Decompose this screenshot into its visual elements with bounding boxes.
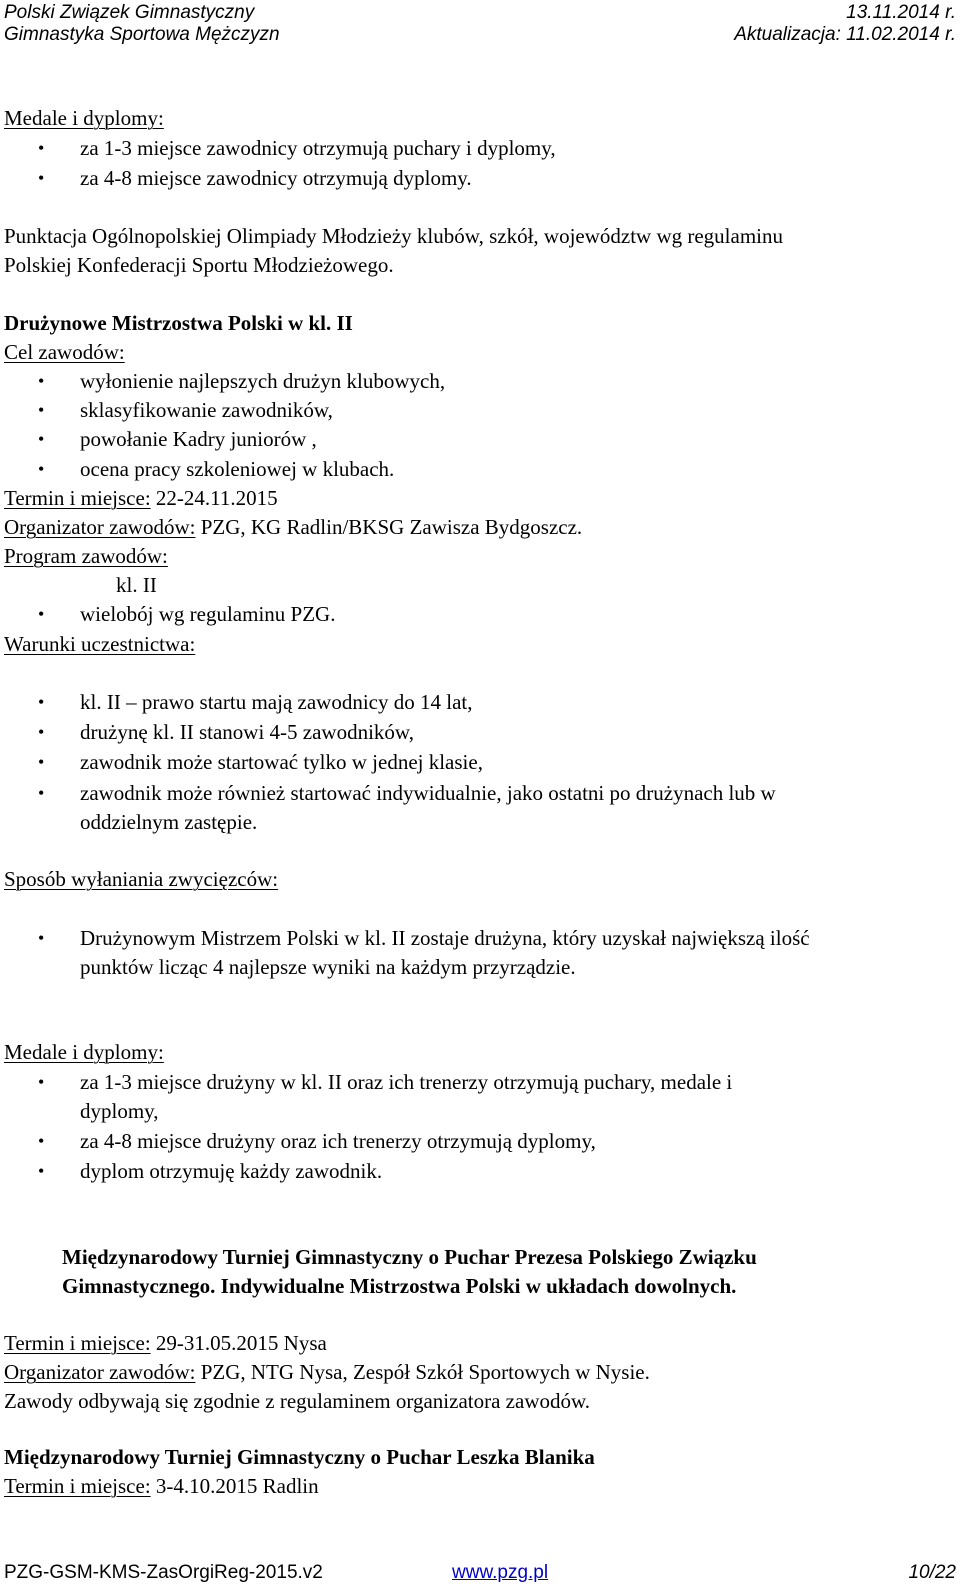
team-medal-item-1-cont: dyplomy, — [80, 1099, 159, 1123]
bullet-icon: • — [38, 722, 45, 742]
bullet-icon: • — [38, 429, 45, 449]
section-title-blanik-cup: Międzynarodowy Turniej Gimnastyczny o Puchar Leszka Blanika — [4, 1445, 595, 1469]
winner-line-1: Drużynowym Mistrzem Polski w kl. II zostaje drużyna, który uzyskał największą ilość — [80, 926, 810, 950]
medal-item-1: za 1-3 miejsce zawodnicy otrzymują puchary i dyplomy, — [80, 136, 556, 160]
date-place-label: Termin i miejsce: — [4, 486, 151, 510]
date-place-line — [4, 484, 278, 512]
organizer-label: Organizator zawodów: — [4, 1360, 196, 1384]
condition-item-4: zawodnik może również startować indywidualnie, jako ostatni po drużynach lub w — [80, 781, 776, 805]
winner-label: Sposób wyłaniania zwycięzców: — [4, 867, 279, 891]
goal-label: Cel zawodów: — [4, 340, 125, 364]
header-discipline: Gimnastyka Sportowa Mężczyzn — [4, 24, 280, 45]
footer-website-link[interactable]: www.pzg.pl — [452, 1562, 549, 1583]
section-title-team-championship: Drużynowe Mistrzostwa Polski w kl. II — [4, 311, 353, 335]
organizer-label: Organizator zawodów: — [4, 515, 196, 539]
team-medal-item-1: za 1-3 miejsce drużyny w kl. II oraz ich trenerzy otrzymują puchary, medale i — [80, 1070, 733, 1094]
bullet-icon: • — [38, 459, 45, 479]
organizer-line — [4, 513, 582, 541]
organizer-value: PZG, NTG Nysa, Zespół Szkół Sportowych w Nysie. — [195, 1360, 650, 1384]
winner-line-2: punktów licząc 4 najlepsze wyniki na każdym przyrządzie. — [80, 955, 576, 979]
bullet-icon: • — [38, 138, 45, 158]
medals-heading-2: Medale i dyplomy: — [4, 1040, 164, 1064]
date-place-label: Termin i miejsce: — [4, 1474, 151, 1498]
date-place-line-3 — [4, 1472, 319, 1500]
program-class: kl. II — [116, 573, 157, 597]
organizer-line-2 — [4, 1358, 650, 1386]
goal-item-4: ocena pracy szkoleniowej w klubach. — [80, 457, 395, 481]
medals-heading-1: Medale i dyplomy: — [4, 106, 164, 130]
regulation-note: Zawody odbywają się zgodnie z regulaminem organizatora zawodów. — [4, 1389, 591, 1413]
team-medal-item-3: dyplom otrzymuję każdy zawodnik. — [80, 1159, 383, 1183]
bullet-icon: • — [38, 928, 45, 948]
footer-doc-id: PZG-GSM-KMS-ZasOrgiReg-2015.v2 — [4, 1562, 323, 1583]
organizer-value: PZG, KG Radlin/BKSG Zawisza Bydgoszcz. — [195, 515, 583, 539]
date-place-value: 29-31.05.2015 Nysa — [150, 1331, 327, 1355]
condition-item-3: zawodnik może startować tylko w jednej klasie, — [80, 750, 483, 774]
conditions-label: Warunki uczestnictwa: — [4, 632, 196, 656]
scoring-paragraph-line-1: Punktacja Ogólnopolskiej Olimpiady Młodzieży klubów, szkół, województw wg regulaminu — [4, 224, 784, 248]
header-updated: Aktualizacja: 11.02.2014 r. — [734, 24, 956, 45]
page-footer — [4, 1562, 956, 1588]
bullet-icon: • — [38, 783, 45, 803]
date-place-label: Termin i miejsce: — [4, 1331, 151, 1355]
bullet-icon: • — [38, 1072, 45, 1092]
section-title-president-cup-line-2: Gimnastycznego. Indywidualne Mistrzostwa Polski w układach dowolnych. — [62, 1274, 737, 1298]
footer-page-number: 10/22 — [908, 1562, 956, 1583]
bullet-icon: • — [38, 604, 45, 624]
goal-item-1: wyłonienie najlepszych drużyn klubowych, — [80, 369, 446, 393]
date-place-value: 22-24.11.2015 — [150, 486, 278, 510]
bullet-icon: • — [38, 400, 45, 420]
header-date: 13.11.2014 r. — [846, 2, 956, 23]
bullet-icon: • — [38, 1131, 45, 1151]
team-medal-item-2: za 4-8 miejsce drużyny oraz ich trenerzy otrzymują dyplomy, — [80, 1129, 596, 1153]
condition-item-2: drużynę kl. II stanowi 4-5 zawodników, — [80, 720, 414, 744]
scoring-paragraph-line-2: Polskiej Konfederacji Sportu Młodzieżowego. — [4, 253, 394, 277]
date-place-line-2 — [4, 1329, 327, 1357]
condition-item-4-cont: oddzielnym zastępie. — [80, 810, 258, 834]
condition-item-1: kl. II – prawo startu mają zawodnicy do 14 lat, — [80, 690, 473, 714]
goal-item-2: sklasyfikowanie zawodników, — [80, 398, 333, 422]
date-place-value: 3-4.10.2015 Radlin — [150, 1474, 319, 1498]
goal-item-3: powołanie Kadry juniorów , — [80, 427, 317, 451]
bullet-icon: • — [38, 692, 45, 712]
header-org: Polski Związek Gimnastyczny — [4, 2, 255, 23]
bullet-icon: • — [38, 1161, 45, 1181]
section-title-president-cup-line-1: Międzynarodowy Turniej Gimnastyczny o Puchar Prezesa Polskiego Związku — [62, 1245, 757, 1269]
bullet-icon: • — [38, 168, 45, 188]
bullet-icon: • — [38, 752, 45, 772]
program-label: Program zawodów: — [4, 544, 168, 568]
program-item-1: wielobój wg regulaminu PZG. — [80, 602, 336, 626]
medal-item-2: za 4-8 miejsce zawodnicy otrzymują dyplomy. — [80, 166, 472, 190]
bullet-icon: • — [38, 371, 45, 391]
header-row-2 — [4, 22, 956, 47]
